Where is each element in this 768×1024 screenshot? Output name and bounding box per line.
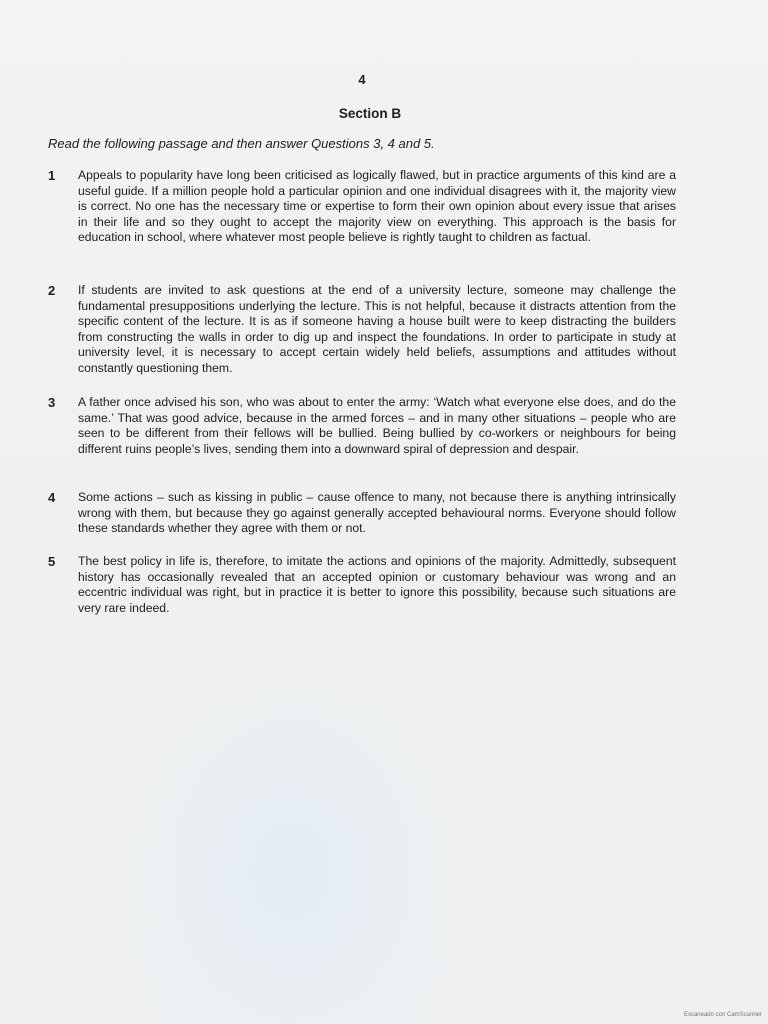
scanner-watermark: Escaneado con CamScanner bbox=[683, 1012, 762, 1018]
paragraph-text: Some actions – such as kissing in public – cause offence to many, not because there is anything intrinsically wrong with them, but because they go against generally accepted behavioural norms. Everyone should follow these standards whether they agree with them or not. bbox=[78, 490, 676, 536]
paragraph-number: 1 bbox=[48, 168, 56, 183]
paragraph-number: 5 bbox=[48, 554, 56, 569]
instruction-text: Read the following passage and then answer Questions 3, 4 and 5. bbox=[48, 136, 435, 151]
paragraph-number: 4 bbox=[48, 490, 56, 505]
paragraph-number: 3 bbox=[48, 395, 56, 410]
paragraph-number: 2 bbox=[48, 283, 56, 298]
paragraph-text: If students are invited to ask questions at the end of a university lecture, someone may challenge the fundamental presuppositions underlying the lecture. This is not helpful, because it distracts attention from the specific content of the lecture. It is as if someone having a house built were to keep distracting the builders from constructing the walls in order to dig up and inspect the foundations. In order to participate in study at university level, it is necessary to accept certain widely held beliefs, assumptions and attitudes without constantly questioning them. bbox=[78, 283, 676, 375]
paragraph-text: The best policy in life is, therefore, to imitate the actions and opinions of the majority. Admittedly, subsequent history has occasionally revealed that an accepted opinion or customary behaviour was wrong and an eccentric individual was right, but in practice it is better to ignore this possibility, because such situations are very rare indeed. bbox=[78, 554, 676, 615]
paragraph-text: Appeals to popularity have long been criticised as logically flawed, but in practice arguments of this kind are a useful guide. If a million people hold a particular opinion and one individual disagrees with it, the majority view is correct. No one has the necessary time or expertise to form their own opinion about every issue that arises in their life and so they ought to accept the majority view on everything. This approach is the basis for education in school, where whatever most people believe is rightly taught to children as factual. bbox=[78, 168, 676, 245]
page-number: 4 bbox=[358, 72, 366, 87]
section-title: Section B bbox=[338, 106, 402, 121]
paragraph-text: A father once advised his son, who was about to enter the army: ‘Watch what everyone else does, and do the same.’ That was good advice, because in the armed forces – and in many other situations – people who are seen to be different from their fellows will be bullied. Being bullied by co-workers or neighbours for being different ruins people’s lives, sending them into a downward spiral of depression and despair. bbox=[78, 395, 676, 456]
scan-tint bbox=[110, 640, 440, 1024]
